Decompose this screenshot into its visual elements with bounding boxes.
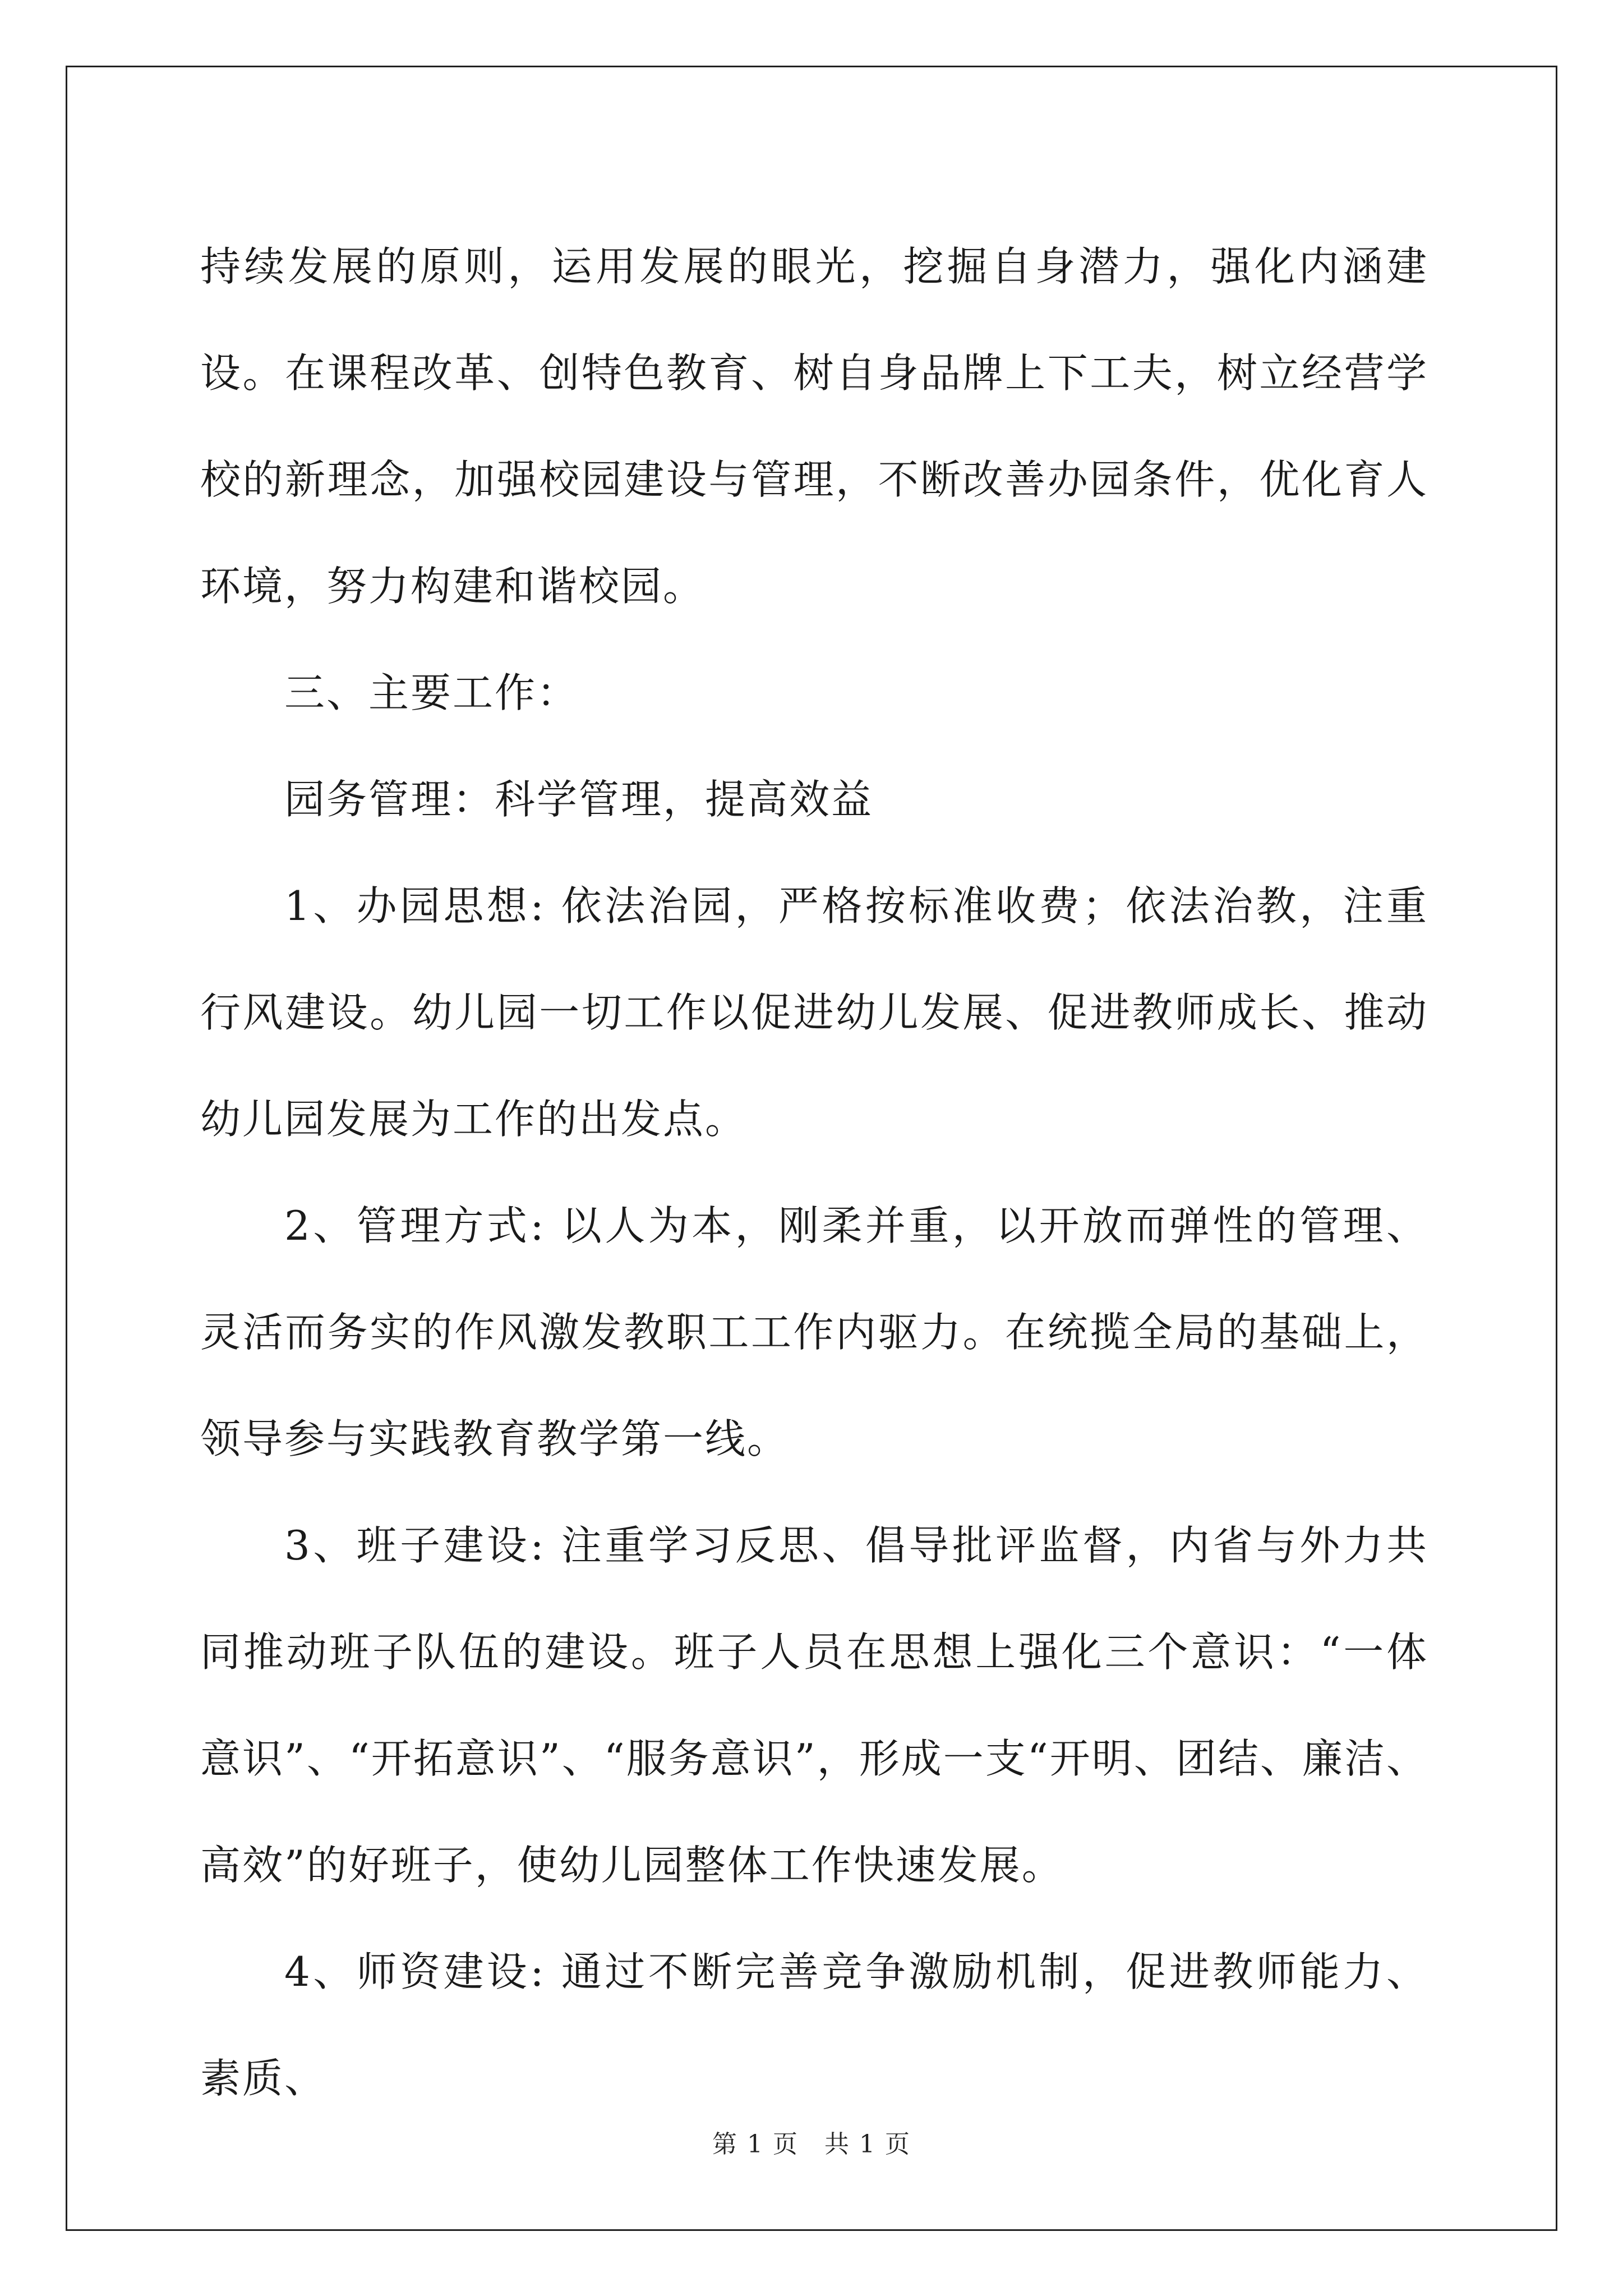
paragraph-item-3: 3、班子建设: 注重学习反思、倡导批评监督，内省与外力共同推动班子队伍的建设。班子人员在思想上强化三个意识：“一体意识”、“开拓意识”、“服务意识”，形成一支“开明、团结、廉洁、高效”的好班子，使幼儿园整体工作快速发展。	[200, 1522, 1428, 1889]
paragraph-item-2: 2、管理方式: 以人为本，刚柔并重，以开放而弹性的管理、灵活而务实的作风激发教职工工作内驱力。在统揽全局的基础上，领导参与实践教育教学第一线。	[200, 1202, 1428, 1462]
page-number-footer: 第 1 页 共 1 页	[712, 2130, 911, 2159]
paragraph-item-1: 1、办园思想: 依法治园，严格按标准收费；依法治教，注重行风建设。幼儿园一切工作以促进幼儿发展、促进教师成长、推动幼儿园发展为工作的出发点。	[200, 882, 1428, 1143]
paragraph-continuation: 持续发展的原则，运用发展的眼光，挖掘自身潜力，强化内涵建设。在课程改革、创特色教育、树自身品牌上下工夫，树立经营学校的新理念，加强校园建设与管理，不断改善办园条件，优化育人环境，努力构建和谐校园。	[200, 243, 1428, 610]
paragraph-item-4: 4、师资建设: 通过不断完善竞争激励机制，促进教师能力、素质、	[200, 1948, 1428, 2102]
document-body	[200, 213, 1428, 2132]
subheading-garden-management: 园务管理：科学管理，提高效益	[284, 776, 874, 823]
section-heading-main-work: 三、主要工作：	[284, 669, 579, 716]
